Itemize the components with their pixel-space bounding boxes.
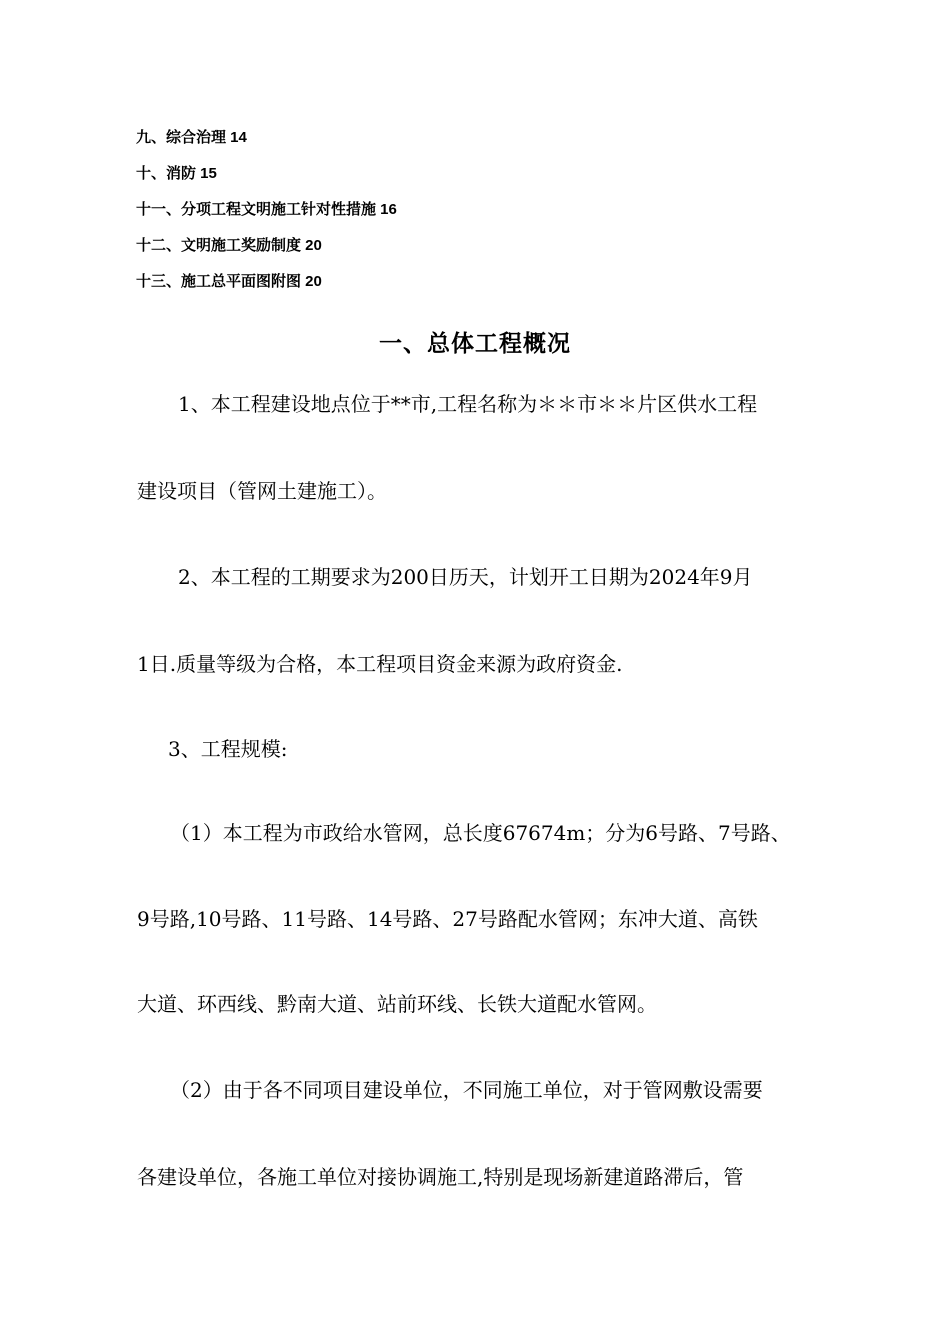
toc-item-9[interactable]: 九、综合治理 14 [136, 129, 247, 146]
paragraph-5-line-2: 各建设单位，各施工单位对接协调施工,特别是现场新建道路滞后，管 [137, 1165, 744, 1189]
paragraph-4-line-3: 大道、环西线、黔南大道、站前环线、长铁大道配水管网。 [137, 992, 657, 1016]
paragraph-4-line-1: （1）本工程为市政给水管网，总长度67674m；分为6号路、7号路、 [170, 821, 791, 845]
toc-item-12[interactable]: 十二、文明施工奖励制度 20 [136, 237, 322, 254]
paragraph-4-line-2: 9号路,10号路、11号路、14号路、27号路配水管网；东冲大道、高铁 [137, 907, 758, 931]
paragraph-5-line-1: （2）由于各不同项目建设单位，不同施工单位，对于管网敷设需要 [170, 1078, 763, 1102]
toc-item-10[interactable]: 十、消防 15 [136, 165, 217, 182]
paragraph-2-line-1: 2、本工程的工期要求为200日历天，计划开工日期为2024年9月 [178, 565, 753, 589]
paragraph-1-line-2: 建设项目（管网土建施工）。 [137, 479, 387, 503]
paragraph-1-line-1: 1、本工程建设地点位于**市,工程名称为＊＊市＊＊片区供水工程 [178, 392, 758, 416]
paragraph-3-line-1: 3、工程规模: [168, 737, 288, 761]
section-heading: 一、总体工程概况 [379, 331, 571, 357]
toc-item-11[interactable]: 十一、分项工程文明施工针对性措施 16 [136, 201, 397, 218]
table-of-contents [136, 124, 836, 304]
paragraph-2-line-2: 1日.质量等级为合格，本工程项目资金来源为政府资金. [137, 652, 623, 676]
toc-item-13[interactable]: 十三、施工总平面图附图 20 [136, 273, 322, 290]
